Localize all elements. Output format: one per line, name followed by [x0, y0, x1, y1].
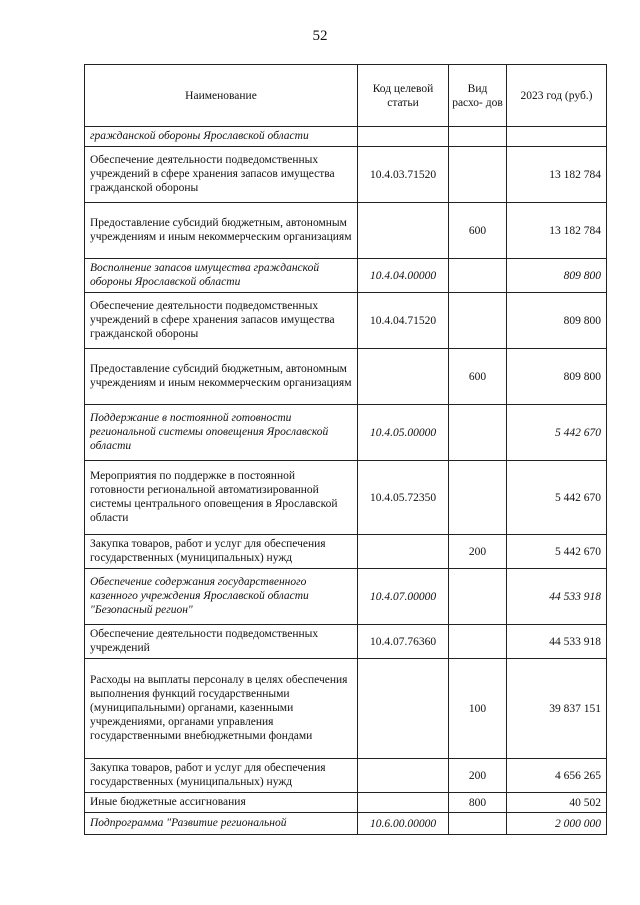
- row-code: 10.4.03.71520: [358, 147, 449, 203]
- row-name: Предоставление субсидий бюджетным, автономным учреждениям и иным некоммерческим организациям: [85, 349, 358, 405]
- table-row: [85, 625, 607, 659]
- row-amount: 809 800: [507, 259, 607, 293]
- table-row: [85, 259, 607, 293]
- table-row: [85, 405, 607, 461]
- header-amount: 2023 год (руб.): [507, 65, 607, 127]
- row-type: [449, 625, 507, 659]
- row-amount: 5 442 670: [507, 405, 607, 461]
- table-row: [85, 203, 607, 259]
- header-type: Вид расхо- дов: [449, 65, 507, 127]
- table-row: [85, 793, 607, 813]
- row-type: [449, 259, 507, 293]
- row-name: Восполнение запасов имущества гражданской обороны Ярославской области: [85, 259, 358, 293]
- row-type: 600: [449, 349, 507, 405]
- row-name: Поддержание в постоянной готовности региональной системы оповещения Ярославской области: [85, 405, 358, 461]
- table-row: [85, 293, 607, 349]
- header-name: Наименование: [85, 65, 358, 127]
- row-code: 10.4.04.00000: [358, 259, 449, 293]
- row-amount: 2 000 000: [507, 813, 607, 835]
- row-amount: 39 837 151: [507, 659, 607, 759]
- row-code: 10.4.05.00000: [358, 405, 449, 461]
- row-code: 10.4.04.71520: [358, 293, 449, 349]
- table-row: [85, 535, 607, 569]
- row-type: [449, 127, 507, 147]
- row-code: [358, 759, 449, 793]
- row-name: Иные бюджетные ассигнования: [85, 793, 358, 813]
- table-row: [85, 813, 607, 835]
- row-type: [449, 461, 507, 535]
- table-row: [85, 127, 607, 147]
- row-type: [449, 813, 507, 835]
- row-type: 200: [449, 535, 507, 569]
- row-name: Мероприятия по поддержке в постоянной готовности региональной автоматизированной системы центрального оповещения в Ярославской области: [85, 461, 358, 535]
- page-number: 52: [312, 28, 328, 44]
- row-type: [449, 293, 507, 349]
- row-name: Предоставление субсидий бюджетным, автономным учреждениям и иным некоммерческим организациям: [85, 203, 358, 259]
- budget-table: [84, 64, 607, 835]
- table-row: [85, 759, 607, 793]
- row-amount: 4 656 265: [507, 759, 607, 793]
- table-header-row: [85, 65, 607, 127]
- row-name: Подпрограмма "Развитие региональной: [85, 813, 358, 835]
- row-code: 10.6.00.00000: [358, 813, 449, 835]
- row-name: Обеспечение деятельности подведомственных учреждений в сфере хранения запасов имущества гражданской обороны: [85, 147, 358, 203]
- row-type: 100: [449, 659, 507, 759]
- row-amount: 13 182 784: [507, 147, 607, 203]
- row-code: [358, 659, 449, 759]
- row-amount: 809 800: [507, 293, 607, 349]
- row-amount: 13 182 784: [507, 203, 607, 259]
- table-row: [85, 349, 607, 405]
- row-name: Расходы на выплаты персоналу в целях обеспечения выполнения функций государственными (муниципальными) органами, казенными учреждениями, органами управления государственными внебюджетными фондами: [85, 659, 358, 759]
- table-row: [85, 569, 607, 625]
- row-type: 600: [449, 203, 507, 259]
- row-amount: 40 502: [507, 793, 607, 813]
- row-amount: 44 533 918: [507, 625, 607, 659]
- row-name: Закупка товаров, работ и услуг для обеспечения государственных (муниципальных) нужд: [85, 535, 358, 569]
- row-code: [358, 203, 449, 259]
- table-row: [85, 659, 607, 759]
- row-code: 10.4.07.76360: [358, 625, 449, 659]
- table-row: [85, 461, 607, 535]
- row-type: [449, 405, 507, 461]
- row-code: [358, 349, 449, 405]
- header-code: Код целевой статьи: [358, 65, 449, 127]
- row-name: Обеспечение содержания государственного казенного учреждения Ярославской области "Безопасный регион": [85, 569, 358, 625]
- row-amount: 44 533 918: [507, 569, 607, 625]
- row-name: гражданской обороны Ярославской области: [85, 127, 358, 147]
- row-name: Закупка товаров, работ и услуг для обеспечения государственных (муниципальных) нужд: [85, 759, 358, 793]
- row-code: 10.4.05.72350: [358, 461, 449, 535]
- row-type: [449, 569, 507, 625]
- row-type: [449, 147, 507, 203]
- table-row: [85, 147, 607, 203]
- row-code: [358, 127, 449, 147]
- row-type: 200: [449, 759, 507, 793]
- row-amount: 809 800: [507, 349, 607, 405]
- row-code: [358, 793, 449, 813]
- row-type: 800: [449, 793, 507, 813]
- row-amount: 5 442 670: [507, 535, 607, 569]
- row-code: 10.4.07.00000: [358, 569, 449, 625]
- row-amount: 5 442 670: [507, 461, 607, 535]
- row-name: Обеспечение деятельности подведомственных учреждений в сфере хранения запасов имущества гражданской обороны: [85, 293, 358, 349]
- row-code: [358, 535, 449, 569]
- row-name: Обеспечение деятельности подведомственных учреждений: [85, 625, 358, 659]
- row-amount: [507, 127, 607, 147]
